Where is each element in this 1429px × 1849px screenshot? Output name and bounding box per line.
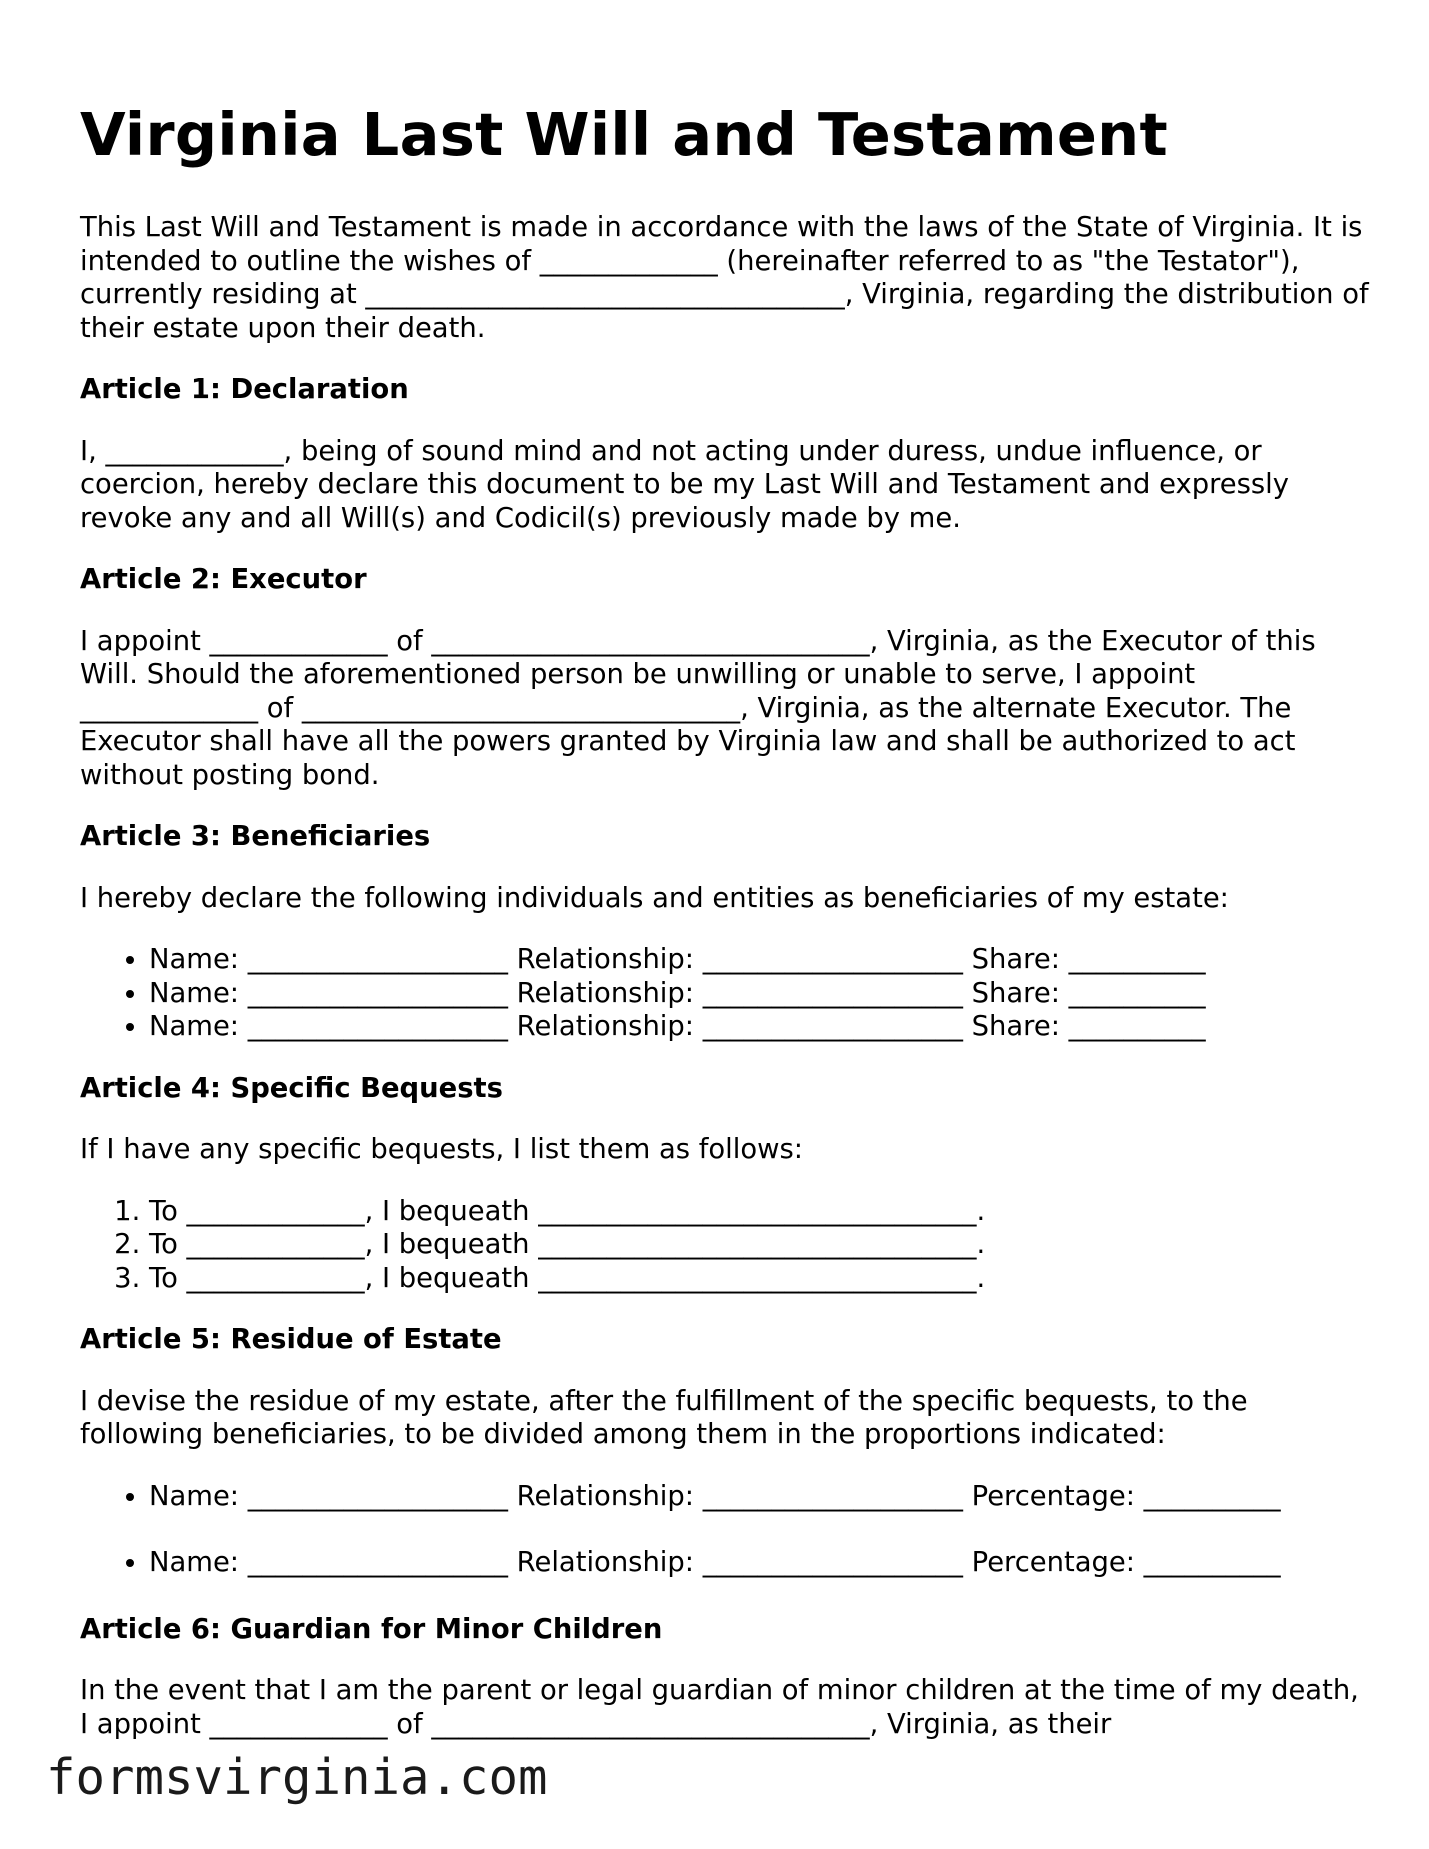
list-item: • Name: ___________________ Relationship: ___________________ Share: __________ <box>149 1010 1370 1044</box>
list-item: • Name: ___________________ Relationship: ___________________ Share: __________ <box>149 943 1370 977</box>
intro-paragraph: This Last Will and Testament is made in accordance with the laws of the State of Virginia. It is intended to outline the wishes of _____________ (hereinafter referred to as "the Testator"), currently residing at ___________________________________, Virginia, regarding the distribution of their estate upon their death. <box>80 212 1369 344</box>
article-2-heading: Article 2: Executor <box>80 564 367 595</box>
article-5-heading: Article 5: Residue of Estate <box>80 1324 502 1355</box>
article-6-heading: Article 6: Guardian for Minor Children <box>80 1613 663 1645</box>
list-item: 3. To _____________, I bequeath ________________________________. <box>149 1262 1370 1296</box>
list-item: • Name: ___________________ Relationship: ___________________ Percentage: __________ <box>149 1480 1370 1514</box>
article-4-text: If I have any specific bequests, I list them as follows: <box>80 1134 804 1165</box>
document-title: Virginia Last Will and Testament <box>80 100 1168 169</box>
article-2-text: I appoint _____________ of ________________________________, Virginia, as the Executor of this Will. Should the aforementioned person be unwilling or unable to serve, I appoint _____________ of ________________________________, Virginia, as the alternate Executor. The Executor shall have all the powers granted by Virginia law and shall be authorized to act without posting bond. <box>80 625 1316 791</box>
article-1-text: I, _____________, being of sound mind and not acting under duress, undue influence, or coercion, hereby declare this document to be my Last Will and Testament and expressly revoke any and all Will(s) and Codicil(s) previously made by me. <box>80 435 1289 534</box>
article-5-text: I devise the residue of my estate, after the fulfillment of the specific bequests, to the following beneficiaries, to be divided among them in the proportions indicated: <box>80 1385 1248 1450</box>
article-1-heading: Article 1: Declaration <box>80 374 409 405</box>
list-item: • Name: ___________________ Relationship: ___________________ Percentage: __________ <box>149 1546 1370 1580</box>
article-3-text: I hereby declare the following individuals and entities as beneficiaries of my estate: <box>80 882 1229 914</box>
article-6-text: In the event that I am the parent or legal guardian of minor children at the time of my death, I appoint _____________ of ________________________________, Virginia, as their <box>80 1675 1359 1740</box>
residue-beneficiaries-list <box>80 1480 1370 1580</box>
list-item: 2. To _____________, I bequeath ________________________________. <box>149 1228 1370 1262</box>
article-3-heading: Article 3: Beneficiaries <box>80 821 431 852</box>
bequests-list <box>80 1195 1370 1296</box>
beneficiaries-list <box>80 943 1370 1044</box>
document-page <box>80 96 1370 1769</box>
watermark-logo: formsvirginia.com <box>46 1749 548 1806</box>
list-item: • Name: ___________________ Relationship: ___________________ Share: __________ <box>149 977 1370 1011</box>
list-item: 1. To _____________, I bequeath ________________________________. <box>149 1195 1370 1229</box>
article-4-heading: Article 4: Specific Bequests <box>80 1072 503 1104</box>
